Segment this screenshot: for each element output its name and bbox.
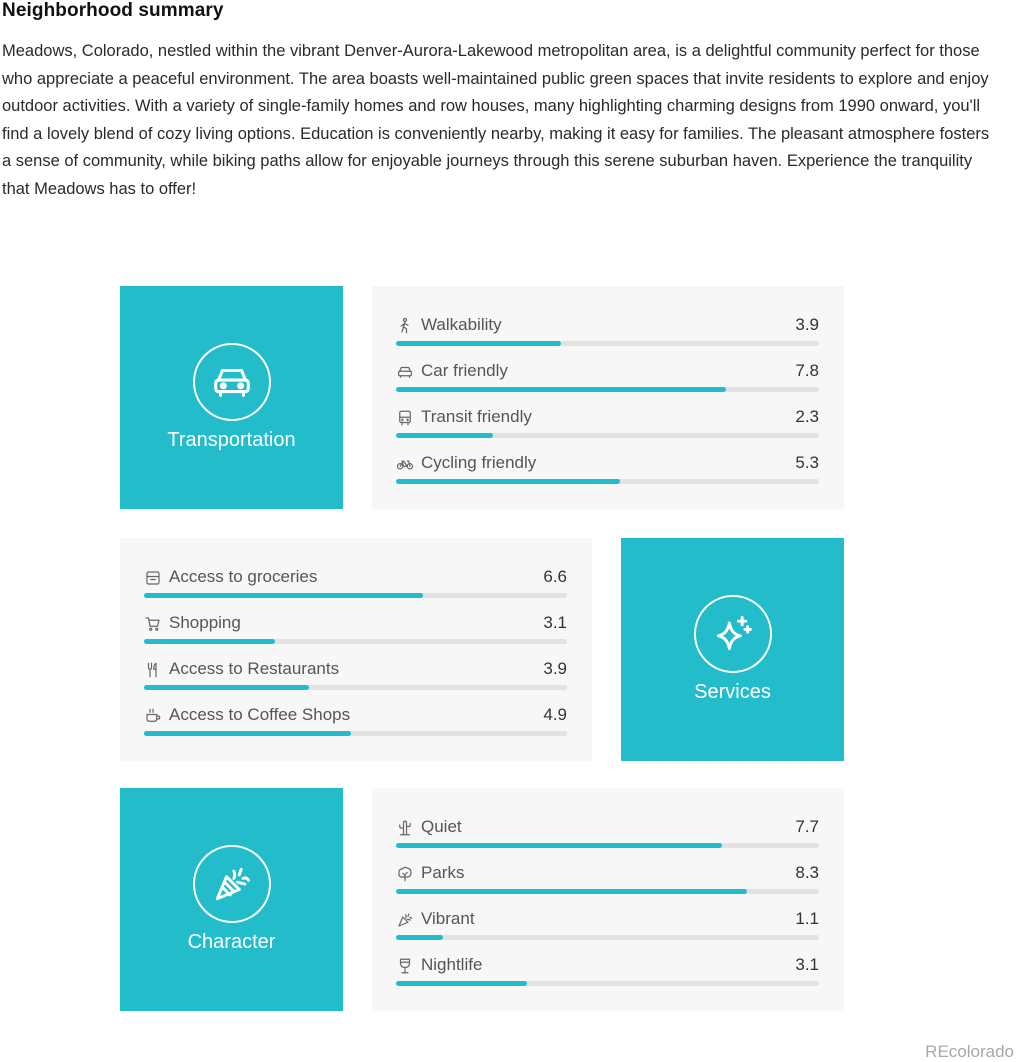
score-bar <box>396 843 819 848</box>
transportation-badge <box>193 343 271 421</box>
metric-label: Cycling friendly <box>421 453 537 472</box>
car-icon <box>396 363 414 381</box>
metric-value: 7.8 <box>795 361 819 380</box>
metric-label: Car friendly <box>421 361 508 380</box>
store-icon <box>144 569 162 587</box>
metric-label: Shopping <box>169 613 241 632</box>
utensils-icon <box>144 661 162 679</box>
metric-label: Access to Restaurants <box>169 659 340 678</box>
score-bar-fill <box>144 731 351 736</box>
score-bar <box>396 341 819 346</box>
car-icon <box>209 359 255 405</box>
brand-watermark: REcolorado <box>925 1042 1014 1061</box>
metric-value: 3.1 <box>543 613 567 632</box>
cactus-icon <box>396 819 414 837</box>
tile-label: Transportation <box>167 429 296 451</box>
neighborhood-summary: Meadows, Colorado, nestled within the vibrant Denver-Aurora-Lakewood metropolitan area, is a delightful community perfect for those who appreciate a peaceful environment. The area boasts well-maintained public green spaces that invite residents to explore and enjoy outdoor activities. With a variety of single-family homes and row houses, many highlighting charming designs from 1990 onward, you'll find a lovely blend of cozy living options. Education is conveniently nearby, making it easy for families. The pleasant atmosphere fosters a sense of community, while biking paths allow for enjoyable journeys through this serene suburban haven. Experience the tranquility that Meadows has to offer! <box>2 42 990 198</box>
score-bar <box>396 981 819 986</box>
score-bar-fill <box>144 593 423 598</box>
metric-value: 3.9 <box>795 315 819 334</box>
metric-value: 7.7 <box>795 817 819 836</box>
wine-glass-icon <box>396 957 414 975</box>
tile-label: Services <box>694 681 771 703</box>
score-bar <box>396 935 819 940</box>
services-card <box>120 538 592 761</box>
score-bar-fill <box>396 889 747 894</box>
metric-row <box>396 907 819 931</box>
services-badge <box>694 595 772 673</box>
score-bar-fill <box>396 387 726 392</box>
score-bar <box>396 387 819 392</box>
score-bar-fill <box>396 433 493 438</box>
metric-row <box>396 815 819 839</box>
metric-row <box>396 313 819 337</box>
metric-label: Transit friendly <box>421 407 532 426</box>
metric-value: 1.1 <box>795 909 819 928</box>
score-bar-fill <box>396 479 620 484</box>
score-bar <box>144 639 567 644</box>
metric-label: Nightlife <box>421 955 483 974</box>
metric-row <box>396 861 819 885</box>
character-badge <box>193 845 271 923</box>
score-bar <box>396 889 819 894</box>
character-tile <box>120 788 343 1011</box>
metric-row <box>144 657 567 681</box>
metric-value: 4.9 <box>543 705 567 724</box>
transportation-tile <box>120 286 343 509</box>
score-bar <box>144 685 567 690</box>
score-bar <box>144 593 567 598</box>
metric-value: 5.3 <box>795 453 819 472</box>
metric-row <box>396 405 819 429</box>
transportation-card <box>372 286 844 509</box>
metric-row <box>144 703 567 727</box>
metric-value: 6.6 <box>543 567 567 586</box>
tile-label: Character <box>187 931 276 953</box>
coffee-icon <box>144 707 162 725</box>
party-popper-icon <box>210 862 254 906</box>
score-bar-fill <box>396 843 722 848</box>
character-card <box>372 788 844 1011</box>
score-bar-fill <box>396 981 527 986</box>
walking-icon <box>396 317 414 335</box>
metric-row <box>144 565 567 589</box>
metric-value: 8.3 <box>795 863 819 882</box>
metric-row <box>396 451 819 475</box>
metric-value: 3.1 <box>795 955 819 974</box>
services-tile <box>621 538 844 761</box>
metric-row <box>396 359 819 383</box>
metric-value: 3.9 <box>543 659 567 678</box>
metric-row <box>396 953 819 977</box>
metric-value: 2.3 <box>795 407 819 426</box>
score-bar-fill <box>144 639 275 644</box>
metric-row <box>144 611 567 635</box>
bus-icon <box>396 409 414 427</box>
metric-label: Access to Coffee Shops <box>169 705 351 724</box>
score-bar-fill <box>396 341 561 346</box>
score-bar <box>144 731 567 736</box>
sparkle-icon <box>711 612 755 656</box>
metric-label: Walkability <box>421 315 502 334</box>
score-bar-fill <box>396 935 443 940</box>
score-bar <box>396 433 819 438</box>
metric-label: Parks <box>421 863 465 882</box>
metric-label: Access to groceries <box>169 567 318 586</box>
score-bar <box>396 479 819 484</box>
page-title: Neighborhood summary <box>2 0 224 21</box>
cart-icon <box>144 615 162 633</box>
bicycle-icon <box>396 455 414 473</box>
score-bar-fill <box>144 685 309 690</box>
party-popper-icon <box>396 911 414 929</box>
metric-label: Vibrant <box>421 909 475 928</box>
tree-icon <box>396 865 414 883</box>
metric-label: Quiet <box>421 817 462 836</box>
